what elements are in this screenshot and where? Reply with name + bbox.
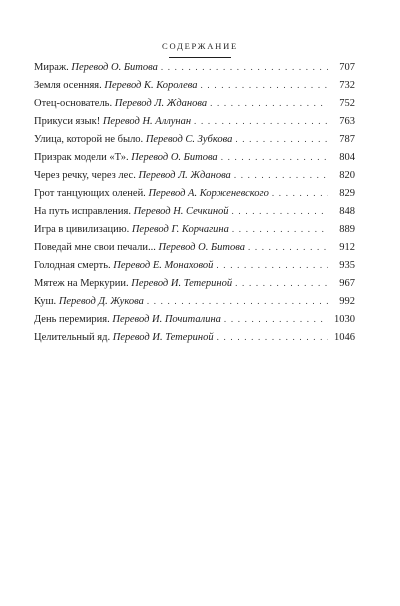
entry-translator: Перевод Д. Жукова [58, 296, 144, 307]
toc-entry [34, 148, 355, 166]
entry-translator: Перевод Н. Аллунан [102, 116, 192, 127]
entry-title: Мятеж на Меркурии. [34, 278, 129, 289]
toc-entry [34, 112, 355, 130]
toc-entry [34, 238, 355, 256]
entry-title: Грот танцующих оленей. [34, 188, 146, 199]
toc-entry [34, 166, 355, 184]
entry-page-number: 804 [339, 152, 355, 163]
entry-page-number: 935 [339, 260, 355, 271]
entry-page-number: 763 [339, 116, 355, 127]
dot-leader [221, 148, 328, 166]
entry-page-number: 829 [339, 188, 355, 199]
entry-page-number: 912 [339, 242, 355, 253]
entry-title: Поведай мне свои печали... [34, 242, 156, 253]
entry-translator: Перевод С. Зубкова [145, 134, 233, 145]
toc-entry [34, 274, 355, 292]
entry-translator: Перевод А. Корженевского [148, 188, 269, 199]
toc-entry [34, 202, 355, 220]
entry-translator: Перевод Л. Жданова [114, 98, 208, 109]
dot-leader [272, 184, 328, 202]
entry-translator: Перевод Л. Жданова [138, 170, 231, 181]
dot-leader [217, 328, 328, 346]
entry-title: Призрак модели «Т». [34, 152, 129, 163]
toc-entry [34, 76, 355, 94]
dot-leader [232, 202, 328, 220]
dot-leader [147, 292, 328, 310]
entry-translator: Перевод И. Почиталина [112, 314, 221, 325]
toc-entry [34, 328, 355, 346]
entry-page-number: 787 [339, 134, 355, 145]
entry-translator: Перевод И. Тетериной [112, 332, 214, 343]
entry-translator: Перевод О. Битова [131, 152, 218, 163]
entry-page-number: 820 [339, 170, 355, 181]
dot-leader [232, 220, 328, 238]
entry-translator: Перевод О. Битова [71, 62, 158, 73]
dot-leader [161, 58, 328, 76]
entry-title: Голодная смерть. [34, 260, 111, 271]
entry-page-number: 967 [339, 278, 355, 289]
entry-translator: Перевод О. Битова [158, 242, 245, 253]
entry-title: На путь исправления. [34, 206, 131, 217]
dot-leader [248, 238, 328, 256]
dot-leader [235, 130, 328, 148]
toc-entry [34, 256, 355, 274]
entry-page-number: 1046 [334, 332, 355, 343]
entry-page-number: 992 [339, 296, 355, 307]
table-of-contents [34, 58, 355, 346]
entry-translator: Перевод Н. Сечкиной [133, 206, 229, 217]
toc-entry [34, 220, 355, 238]
entry-title: Через речку, через лес. [34, 170, 136, 181]
entry-title: Целительный яд. [34, 332, 111, 343]
toc-entry [34, 58, 355, 76]
toc-entry [34, 184, 355, 202]
entry-title: Игра в цивилизацию. [34, 224, 130, 235]
entry-title: Прикуси язык! [34, 116, 101, 127]
entry-title: Куш. [34, 296, 57, 307]
entry-title: День перемирия. [34, 314, 110, 325]
toc-entry [34, 292, 355, 310]
dot-leader [216, 256, 328, 274]
dot-leader [210, 94, 328, 112]
entry-page-number: 707 [339, 62, 355, 73]
entry-title: Земля осенняя. [34, 80, 102, 91]
entry-translator: Перевод Г. Корчагина [131, 224, 229, 235]
dot-leader [224, 310, 328, 328]
dot-leader [234, 166, 328, 184]
entry-page-number: 732 [339, 80, 355, 91]
entry-title: Улица, которой не было. [34, 134, 144, 145]
page-header [0, 36, 400, 58]
toc-entry [34, 130, 355, 148]
entry-translator: Перевод Е. Монаховой [113, 260, 214, 271]
toc-entry [34, 94, 355, 112]
entry-translator: Перевод К. Королева [104, 80, 198, 91]
page-title: СОДЕРЖАНИЕ [161, 41, 239, 51]
entry-page-number: 752 [339, 98, 355, 109]
entry-title: Мираж. [34, 62, 69, 73]
toc-entry [34, 310, 355, 328]
entry-page-number: 889 [339, 224, 355, 235]
entry-title: Отец-основатель. [34, 98, 113, 109]
entry-page-number: 1030 [334, 314, 355, 325]
dot-leader [194, 112, 328, 130]
dot-leader [201, 76, 328, 94]
dot-leader [235, 274, 328, 292]
entry-translator: Перевод И. Тетериной [131, 278, 233, 289]
entry-page-number: 848 [339, 206, 355, 217]
